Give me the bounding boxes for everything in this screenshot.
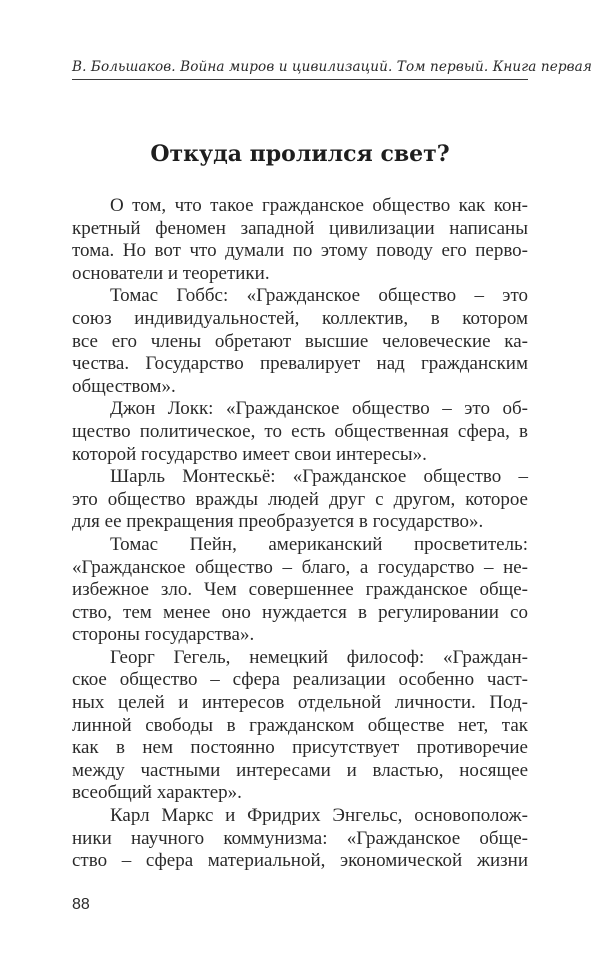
- page-number: 88: [72, 896, 90, 913]
- running-head: В. Большаков. Война миров и цивилизаций. Том первый. Книга первая: [72, 58, 528, 80]
- paragraph: [72, 195, 528, 285]
- paragraph: [72, 398, 528, 466]
- text-line: это общество вражды людей друг с другом, которое: [72, 488, 528, 510]
- text-line: Томас Пейн, американский просветитель:: [110, 533, 528, 555]
- text-line: Шарль Монтескьё: «Гражданское общество –: [110, 466, 528, 488]
- text-line: ство, тем менее оно нуждается в регулировании со: [72, 601, 528, 623]
- text-line: все его члены обретают высшие человеческие ка-: [72, 330, 528, 352]
- text-line: как в нем постоянно присутствует противоречие: [72, 737, 528, 759]
- text-line: Карл Маркс и Фридрих Энгельс, основополож-: [110, 805, 528, 827]
- paragraph: [72, 285, 528, 398]
- text-line: щество политическое, то есть общественная сфера, в: [72, 420, 528, 442]
- text-line: Джон Локк: «Гражданское общество – это об-: [110, 398, 528, 420]
- paragraph: [72, 647, 528, 805]
- text-line: ское общество – сфера реализации особенно част-: [72, 669, 528, 691]
- text-line: ных целей и интересов отдельной личности. Под-: [72, 692, 528, 714]
- text-line: между частными интересами и властью, носящее: [72, 759, 528, 781]
- paragraph: [72, 805, 528, 873]
- body-text: [72, 195, 528, 873]
- text-line: тома. Но вот что думали по этому поводу его перво-: [72, 240, 528, 262]
- text-line: основатели и теоретики.: [72, 262, 270, 284]
- paragraph: [72, 534, 528, 647]
- text-line: Георг Гегель, немецкий философ: «Граждан-: [110, 646, 528, 668]
- text-line: ство – сфера материальной, экономической жизни: [72, 850, 528, 872]
- chapter-title: Откуда пролился свет?: [150, 141, 450, 167]
- text-line: союз индивидуальностей, коллектив, в котором: [72, 307, 528, 329]
- text-line: стороны государства».: [72, 624, 255, 646]
- text-line: линной свободы в гражданском обществе нет, так: [72, 714, 528, 736]
- text-line: ники научного коммунизма: «Гражданское обще-: [72, 827, 528, 849]
- text-line: для ее прекращения преобразуется в государство».: [72, 511, 484, 533]
- text-line: всеобщий характер».: [72, 782, 242, 804]
- text-line: «Гражданское общество – благо, а государство – не-: [72, 556, 528, 578]
- text-line: которой государство имеет свои интересы».: [72, 443, 427, 465]
- text-line: избежное зло. Чем совершеннее гражданское обще-: [72, 579, 528, 601]
- text-line: кретный феномен западной цивилизации написаны: [72, 217, 528, 239]
- paragraph: [72, 466, 528, 534]
- text-line: О том, что такое гражданское общество как кон-: [110, 195, 528, 216]
- text-line: чества. Государство превалирует над гражданским: [72, 353, 528, 375]
- text-line: обществом».: [72, 375, 176, 397]
- text-line: Томас Гоббс: «Гражданское общество – это: [110, 285, 528, 307]
